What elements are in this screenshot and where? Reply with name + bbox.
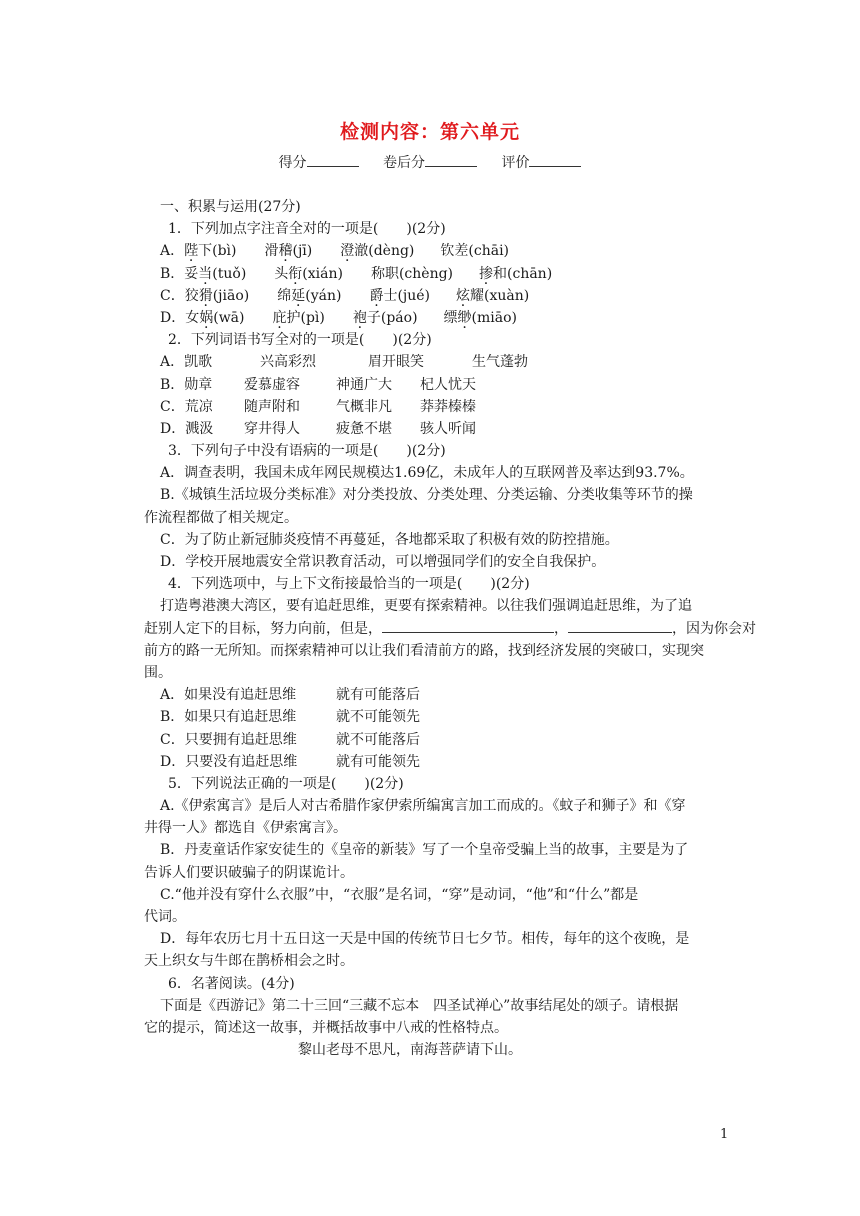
q1-option-a — [160, 240, 740, 262]
q2-b-word: 爱慕虚容 — [244, 376, 300, 393]
q4-blank-1 — [382, 618, 554, 633]
q5-option-b-cont: 告诉人们要识破骗子的阴谋诡计。 — [144, 864, 354, 881]
q4-d-part: 就有可能领先 — [336, 753, 420, 770]
final-score-label: 卷后分 — [383, 155, 425, 171]
q6-passage: 下面是《西游记》第二十三回“三藏不忘本 四圣试禅心”故事结尾处的颂子。请根据 — [160, 997, 679, 1014]
q2-d-word: 疲惫不堪 — [336, 420, 392, 437]
q2-option-a — [160, 351, 740, 373]
q1-c-text: 士(jué) — [383, 287, 431, 304]
q2-c-word: 气概非凡 — [336, 398, 392, 415]
q4-c-part: 就不可能落后 — [336, 731, 420, 748]
q1-a-text: (jī) — [292, 243, 313, 260]
q4-option-d — [160, 751, 740, 773]
q1-d-dotted: 娲 — [199, 309, 214, 326]
q2-d-word: D．溅汲 — [160, 420, 214, 437]
q2-a-word: 生气蓬勃 — [472, 354, 528, 371]
q3-option-b-cont: 作流程都做了相关规定。 — [144, 509, 298, 526]
evaluation-label: 评价 — [501, 155, 530, 171]
q2-b-word: 杞人忧天 — [420, 376, 476, 393]
q3-option-d: D．学校开展地震安全常识教育活动，可以增强同学们的安全自我保护。 — [160, 554, 606, 570]
q5-option-a: A.《伊索寓言》是后人对古希腊作家伊索所编寓言加工而成的。《蚊子和狮子》和《穿 — [160, 798, 686, 815]
q4-passage-blanks — [144, 618, 756, 640]
score-line — [0, 152, 860, 172]
q1-c-dotted: 延 — [291, 287, 306, 304]
q2-b-word: 神通广大 — [336, 376, 392, 393]
page-title: 检测内容：第六单元 — [339, 121, 520, 143]
q1-d-text: (miāo) — [471, 309, 517, 326]
q5-option-c: C.“他并没有穿什么衣服”中，“衣服”是名词，“穿”是动词，“他”和“什么”都是 — [160, 886, 639, 903]
q1-b-dotted: 掺 — [479, 265, 494, 282]
final-score-blank — [425, 154, 477, 167]
q1-option-d — [160, 307, 740, 329]
q1-c-text: (jiāo) — [212, 287, 250, 304]
q5-option-c-cont: 代词。 — [144, 909, 186, 925]
q1-option-c — [160, 285, 740, 307]
q2-c-word: C．荒凉 — [160, 398, 213, 415]
q2-d-word: 骇人听闻 — [420, 420, 476, 437]
score-blank — [307, 154, 359, 167]
evaluation-blank — [529, 154, 581, 167]
q4-passage: 前方的路一无所知。而探索精神可以让我们看清前方的路，找到经济发展的突破口，实现突 — [144, 642, 704, 659]
q1-d-dotted: 缈 — [457, 309, 472, 326]
q1-c-dotted: 爵 — [369, 287, 384, 304]
q1-c-text: 耀(xuàn) — [470, 287, 530, 304]
q4-c-part: C．只要拥有追赶思维 — [160, 731, 297, 748]
q4-d-part: D．只要没有追赶思维 — [160, 753, 298, 770]
q1-c-dotted: 炫 — [456, 287, 471, 304]
q1-a-label: A． — [160, 243, 185, 260]
q5-option-b: B．丹麦童话作家安徒生的《皇帝的新装》写了一个皇帝受骗上当的故事，主要是为了 — [160, 842, 689, 859]
q1-a-text: 滑 — [264, 243, 279, 260]
q4-b-part: B．如果只有追赶思维 — [160, 709, 297, 726]
q1-a-text: 澈(dèng) — [354, 243, 415, 260]
evaluation-field — [501, 155, 581, 171]
q2-c-word: 随声附和 — [244, 398, 300, 415]
q3-option-b: B.《城镇生活垃圾分类标准》对分类投放、分类处理、分类运输、分类收集等环节的操 — [160, 487, 693, 504]
q6-verse: 黎山老母不思凡，南海菩萨请下山。 — [298, 1042, 522, 1059]
q4-blank-2 — [568, 618, 672, 633]
q1-d-dotted: 庇 — [272, 309, 287, 326]
q1-b-text: 称职(chèng) — [370, 265, 454, 282]
score-label: 得分 — [278, 155, 307, 171]
q6-passage: 它的提示，简述这一故事，并概括故事中八戒的性格特点。 — [144, 1019, 508, 1036]
q1-b-text: 和(chān) — [493, 265, 553, 282]
q1-d-text: 子(páo) — [366, 309, 418, 326]
q1-option-b — [160, 263, 740, 285]
q3-option-c: C．为了防止新冠肺炎疫情不再蔓延，各地都采取了积极有效的防控措施。 — [160, 531, 619, 548]
question-content — [144, 196, 756, 1061]
q1-c-dotted: 猾 — [198, 287, 213, 304]
q2-d-word: 穿井得人 — [244, 420, 300, 437]
q1-d-text: (wā) — [213, 309, 245, 326]
q1-c-text: C．狡 — [160, 287, 199, 304]
q2-option-b — [160, 374, 740, 396]
q1-d-dotted: 袍 — [352, 309, 367, 326]
q3-stem: 3．下列句子中没有语病的一项是( )(2分) — [168, 443, 446, 460]
q4-option-a — [160, 684, 740, 706]
q5-stem: 5．下列说法正确的一项是( )(2分) — [168, 775, 404, 792]
q4-b-part: 就不可能领先 — [336, 709, 420, 726]
q2-a-word: A．凯歌 — [160, 354, 213, 371]
q4-passage-text: 赶别人定下的目标，努力向前，但是， — [144, 620, 382, 637]
q3-option-a: A．调查表明，我国未成年网民规模达1.69亿，未成年人的互联网普及率达到93.7%。 — [160, 465, 694, 482]
q5-option-a-cont: 井得一人》都选自《伊索寓言》。 — [144, 820, 347, 837]
q1-a-text: 钦差( — [440, 243, 474, 260]
q4-option-c — [160, 729, 740, 751]
q1-d-text: 缥 — [443, 309, 458, 326]
q4-a-part: 就有可能落后 — [336, 687, 420, 704]
q2-a-word: 兴高彩烈 — [260, 354, 316, 371]
q1-b-dotted: 衔 — [288, 265, 303, 282]
q4-passage-text: ， — [554, 620, 568, 637]
q4-passage: 打造粤港澳大湾区，要有追赶思维，更要有探索精神。以往我们强调追赶思维，为了追 — [160, 598, 692, 615]
q2-stem: 2．下列词语书写全对的一项是( )(2分) — [168, 332, 432, 349]
score-field — [279, 155, 359, 171]
q1-d-text: 护(pì) — [286, 309, 325, 326]
q1-b-text: (tuǒ) — [212, 265, 247, 282]
q5-option-d-cont: 天上织女与牛郎在鹊桥相会之时。 — [144, 953, 354, 970]
q1-a-text: 下(bì) — [198, 243, 237, 260]
section-heading: 一、积累与运用(27分) — [160, 199, 301, 215]
q1-a-dotted: 稽 — [278, 243, 293, 260]
q4-a-part: A．如果没有追赶思维 — [160, 687, 297, 704]
q6-stem: 6．名著阅读。(4分) — [168, 975, 295, 992]
q2-a-word: 眉开眼笑 — [368, 354, 424, 371]
q4-stem: 4．下列选项中，与上下文衔接最恰当的一项是( )(2分) — [168, 576, 530, 593]
q1-c-text: (yán) — [305, 287, 342, 304]
q2-c-word: 莽莽榛榛 — [420, 398, 476, 415]
q1-b-dotted: 当 — [198, 265, 213, 282]
q5-option-d: D．每年农历七月十五日这一天是中国的传统节日七夕节。相传，每年的这个夜晚，是 — [160, 931, 690, 948]
q2-b-word: B．勋章 — [160, 376, 213, 393]
q1-a-dotted: 澄 — [340, 243, 355, 260]
q4-passage: 围。 — [144, 664, 172, 681]
q2-option-d — [160, 418, 740, 440]
q1-a-text: chāi) — [473, 243, 510, 260]
q4-passage-text: ，因为你会对 — [672, 620, 756, 637]
q4-option-b — [160, 706, 740, 728]
final-score-field — [383, 155, 477, 171]
page-number: 1 — [720, 1127, 729, 1142]
q1-a-dotted: 陛 — [184, 243, 199, 260]
q1-d-text: D．女 — [160, 309, 200, 326]
q1-stem: 1．下列加点字注音全对的一项是( )(2分) — [168, 221, 446, 238]
q1-c-text: 绵 — [277, 287, 292, 304]
q1-b-text: (xián) — [302, 265, 343, 282]
q1-b-text: B．妥 — [160, 265, 199, 282]
q2-option-c — [160, 396, 740, 418]
q1-b-text: 头 — [274, 265, 289, 282]
